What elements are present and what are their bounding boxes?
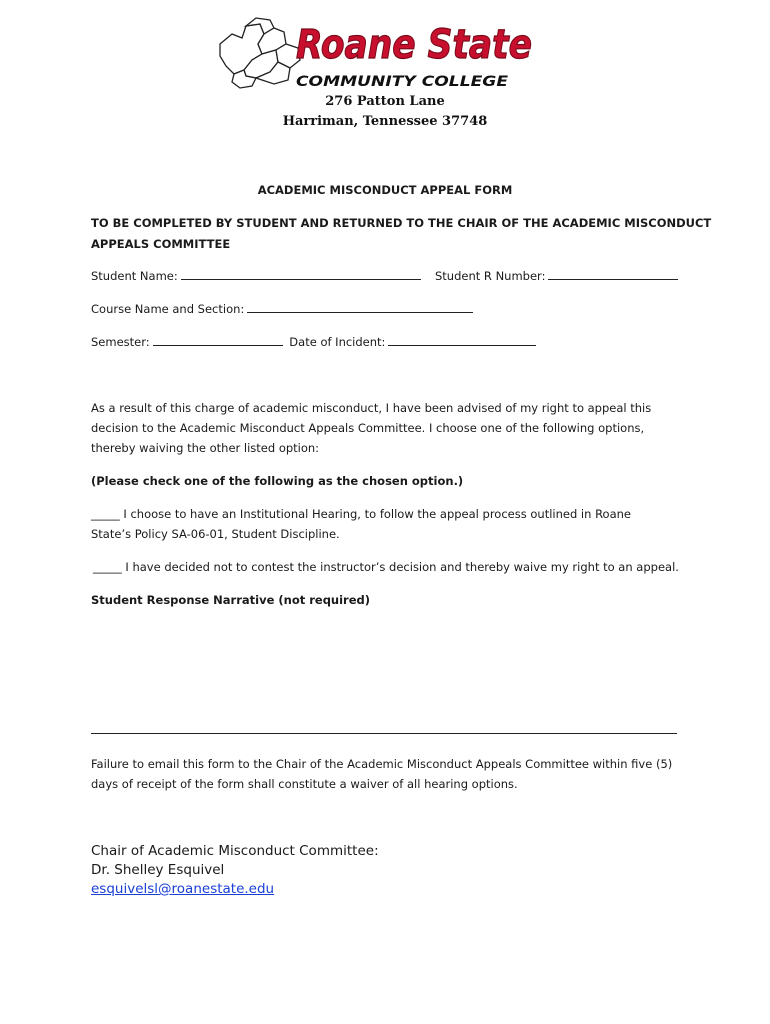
intro-paragraph: As a result of this charge of academic misconduct, I have been advised of my right to appeal this decision to the Academic Misconduct Appeals Committee. I choose one of the following options, thereby waiving the other listed option: xyxy=(91,401,652,455)
option-2-text: I have decided not to contest the instructor’s decision and thereby waive my right to an appeal. xyxy=(125,560,679,574)
student-r-number-field[interactable] xyxy=(548,267,678,280)
address-street: 276 Patton Lane xyxy=(325,94,445,109)
student-r-number-row xyxy=(435,266,678,286)
semester-label: Semester: xyxy=(91,335,150,349)
narrative-response-line[interactable] xyxy=(91,733,677,734)
semester-field[interactable] xyxy=(153,333,283,346)
course-field[interactable] xyxy=(247,300,473,313)
option-1-text: I choose to have an Institutional Hearing, to follow the appeal process outlined in Roane State’s Policy SA-06-01, Student Discipline. xyxy=(91,507,631,541)
student-name-label: Student Name: xyxy=(91,269,178,283)
narrative-label: Student Response Narrative (not required) xyxy=(91,593,371,607)
option-2 xyxy=(93,557,679,577)
instruction-line-1: TO BE COMPLETED BY STUDENT AND RETURNED TO THE CHAIR OF THE ACADEMIC MISCONDUCT xyxy=(91,216,712,230)
chair-name: Dr. Shelley Esquivel xyxy=(91,862,225,878)
logo-subtitle: COMMUNITY COLLEGE xyxy=(296,74,509,90)
county-map-icon xyxy=(220,18,300,88)
date-label: Date of Incident: xyxy=(289,335,386,349)
option-1-checkbox[interactable]: _____ xyxy=(91,507,120,521)
address-city: Harriman, Tennessee 37748 xyxy=(282,114,488,129)
date-field[interactable] xyxy=(388,333,536,346)
check-instruction: (Please check one of the following as the chosen option.) xyxy=(91,474,464,488)
option-2-checkbox[interactable]: _____ xyxy=(93,560,122,574)
semester-row xyxy=(91,332,536,352)
student-r-number-label: Student R Number: xyxy=(435,269,546,283)
instruction-line-2: APPEALS COMMITTEE xyxy=(91,237,231,251)
logo-wordmark: Roane State xyxy=(296,22,532,68)
roane-state-logo xyxy=(212,14,542,96)
chair-heading: Chair of Academic Misconduct Committee: xyxy=(91,843,379,859)
failure-notice: Failure to email this form to the Chair of the Academic Misconduct Appeals Committee within five (5) days of receipt of the form shall constitute a waiver of all hearing options. xyxy=(91,757,673,791)
course-label: Course Name and Section: xyxy=(91,302,245,316)
student-name-row xyxy=(91,266,421,286)
option-1 xyxy=(91,504,671,544)
chair-email-link[interactable]: esquivelsl@roanestate.edu xyxy=(91,881,275,897)
form-title: ACADEMIC MISCONDUCT APPEAL FORM xyxy=(257,183,513,197)
course-row xyxy=(91,299,473,319)
student-name-field[interactable] xyxy=(181,267,421,280)
